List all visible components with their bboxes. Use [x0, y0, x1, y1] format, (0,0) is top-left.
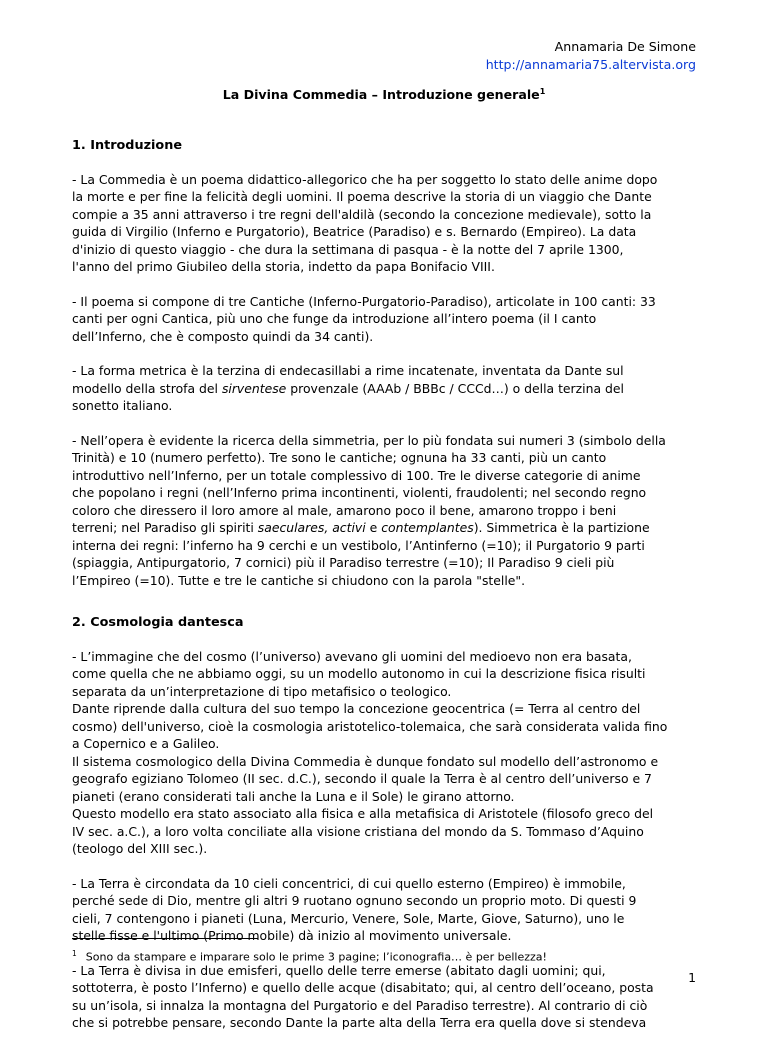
- document-title-text: La Divina Commedia – Introduzione generale: [222, 87, 540, 102]
- text-run: ). Simmetrica è la partizione interna dei regni: l’inferno ha 9 cerchi e un vestibolo, l’Antinferno (=10); il Purgatorio 9 parti (spiaggia, Antipurgatorio, 7 cornici) più il Paradiso terrestre (=10); Il Paradiso 9 cieli più l’Empireo (=10). Tutte e tre le cantiche si chiudono con la parola "stelle".: [72, 520, 650, 588]
- footnote-number: 1: [72, 949, 77, 958]
- footnote-divider: [72, 938, 258, 939]
- document-body: [72, 137, 700, 1049]
- footnote-reference[interactable]: 1: [539, 86, 546, 96]
- document-title: [0, 87, 768, 102]
- paragraph: - La Terra è divisa in due emisferi, quello delle terre emerse (abitato dagli uomini; qui, sottoterra, è posto l’Inferno) e quello delle acque (disabitato; qui, al centro dell’oceano, posta su un’isola, si innalza la montagna del Purgatorio e del Paradiso terrestre). Al contrario di ciò che si potrebbe pensare, secondo Dante la parte alta della Terra era quella dove si stendeva: [72, 962, 654, 1030]
- section-heading-cosmologia: 2. Cosmologia dantesca: [72, 615, 244, 630]
- website-link[interactable]: http://annamaria75.altervista.org: [485, 57, 696, 72]
- italic-term: contemplantes: [381, 520, 474, 535]
- text-run: - Nell’opera è evidente la ricerca della simmetria, per lo più fondata sui numeri 3 (simbolo della Trinità) e 10 (numero perfetto). Tre sono le cantiche; ognuna ha 33 canti, più un canto introduttivo nell’Inferno, per un totale complessivo di 100. Tre le diverse categorie di anime che popolano i regni (nell’Inferno prima incontinenti, violenti, fraudolenti; nel secondo regno coloro che diressero il loro amore al male, amarono poco il bene, amarono troppo i beni terreni; nel Paradiso gli spiriti: [72, 432, 666, 535]
- italic-term: saeculares, activi: [257, 520, 366, 535]
- page-number: 1: [688, 970, 696, 985]
- section-heading-introduzione: 1. Introduzione: [72, 138, 182, 153]
- paragraph: - La Commedia è un poema didattico-allegorico che ha per soggetto lo stato delle anime dopo la morte e per fine la felicità degli uomini. Il poema descrive la storia di un viaggio che Dante compie a 35 anni attraverso i tre regni dell'aldilà (secondo la concezione medievale), sotto la guida di Virgilio (Inferno e Purgatorio), Beatrice (Paradiso) e s. Bernardo (Empireo). La data d'inizio di questo viaggio - che dura la settimana di pasqua - è la notte del 7 aprile 1300, l'anno del primo Giubileo della storia, indetto da papa Bonifacio VIII.: [72, 171, 658, 274]
- paragraph: - La Terra è circondata da 10 cieli concentrici, di cui quello esterno (Empireo) è immobile, perché sede di Dio, mentre gli altri 9 ruotano ognuno secondo un proprio moto. Di questi 9 cieli, 7 contengono i pianeti (Luna, Mercurio, Venere, Sole, Marte, Giove, Saturno), uno le stelle fisse e l'ultimo (Primo mobile) dà inizio al movimento universale.: [72, 875, 637, 943]
- footnote: [72, 949, 547, 964]
- italic-term: sirventese: [221, 380, 287, 396]
- text-run: provenzale (AAAb / BBBc / CCCd…) o della terzina del sonetto italiano.: [72, 380, 624, 413]
- text-run: - La forma metrica è la terzina di endecasillabi a rime incatenate, inventata da Dante sul modello della strofa del: [72, 363, 624, 396]
- paragraph: - L’immagine che del cosmo (l’universo) avevano gli uomini del medioevo non era basata, come quella che ne abbiamo oggi, su un modello autonomo in cui la descrizione fisica risulti separata da un’interpretazione di tipo metafisico o teologico. Dante riprende dalla cultura del suo tempo la concezione geocentrica (= Terra al centro del cosmo) dell'universo, cioè la cosmologia aristotelico-tolemaica, che sarà considerata valida fino a Copernico e a Galileo. Il sistema cosmologico della Divina Commedia è dunque fondato sul modello dell’astronomo e geografo egiziano Tolomeo (II sec. d.C.), secondo il quale la Terra è al centro dell’universo e 7 pianeti (erano considerati tali anche la Luna e il Sole) le girano attorno. Questo modello era stato associato alla fisica e alla metafisica di Aristotele (filosofo greco del IV sec. a.C.), a loro volta conciliate alla visione cristiana del mondo da S. Tommaso d’Aquino (teologo del XIII sec.).: [72, 648, 668, 856]
- text-run: e: [365, 520, 382, 535]
- paragraph: [72, 432, 700, 590]
- page-header: [486, 38, 696, 74]
- paragraph: - Il poema si compone di tre Cantiche (Inferno-Purgatorio-Paradiso), articolate in 100 canti: 33 canti per ogni Cantica, più uno che funge da introduzione all’intero poema (il I canto dell’Inferno, che è composto quindi da 34 canti).: [72, 293, 656, 344]
- paragraph: [72, 362, 700, 415]
- footnote-text: Sono da stampare e imparare solo le prime 3 pagine; l’iconografia… è per bellezza!: [85, 950, 547, 964]
- author-name: Annamaria De Simone: [554, 39, 696, 54]
